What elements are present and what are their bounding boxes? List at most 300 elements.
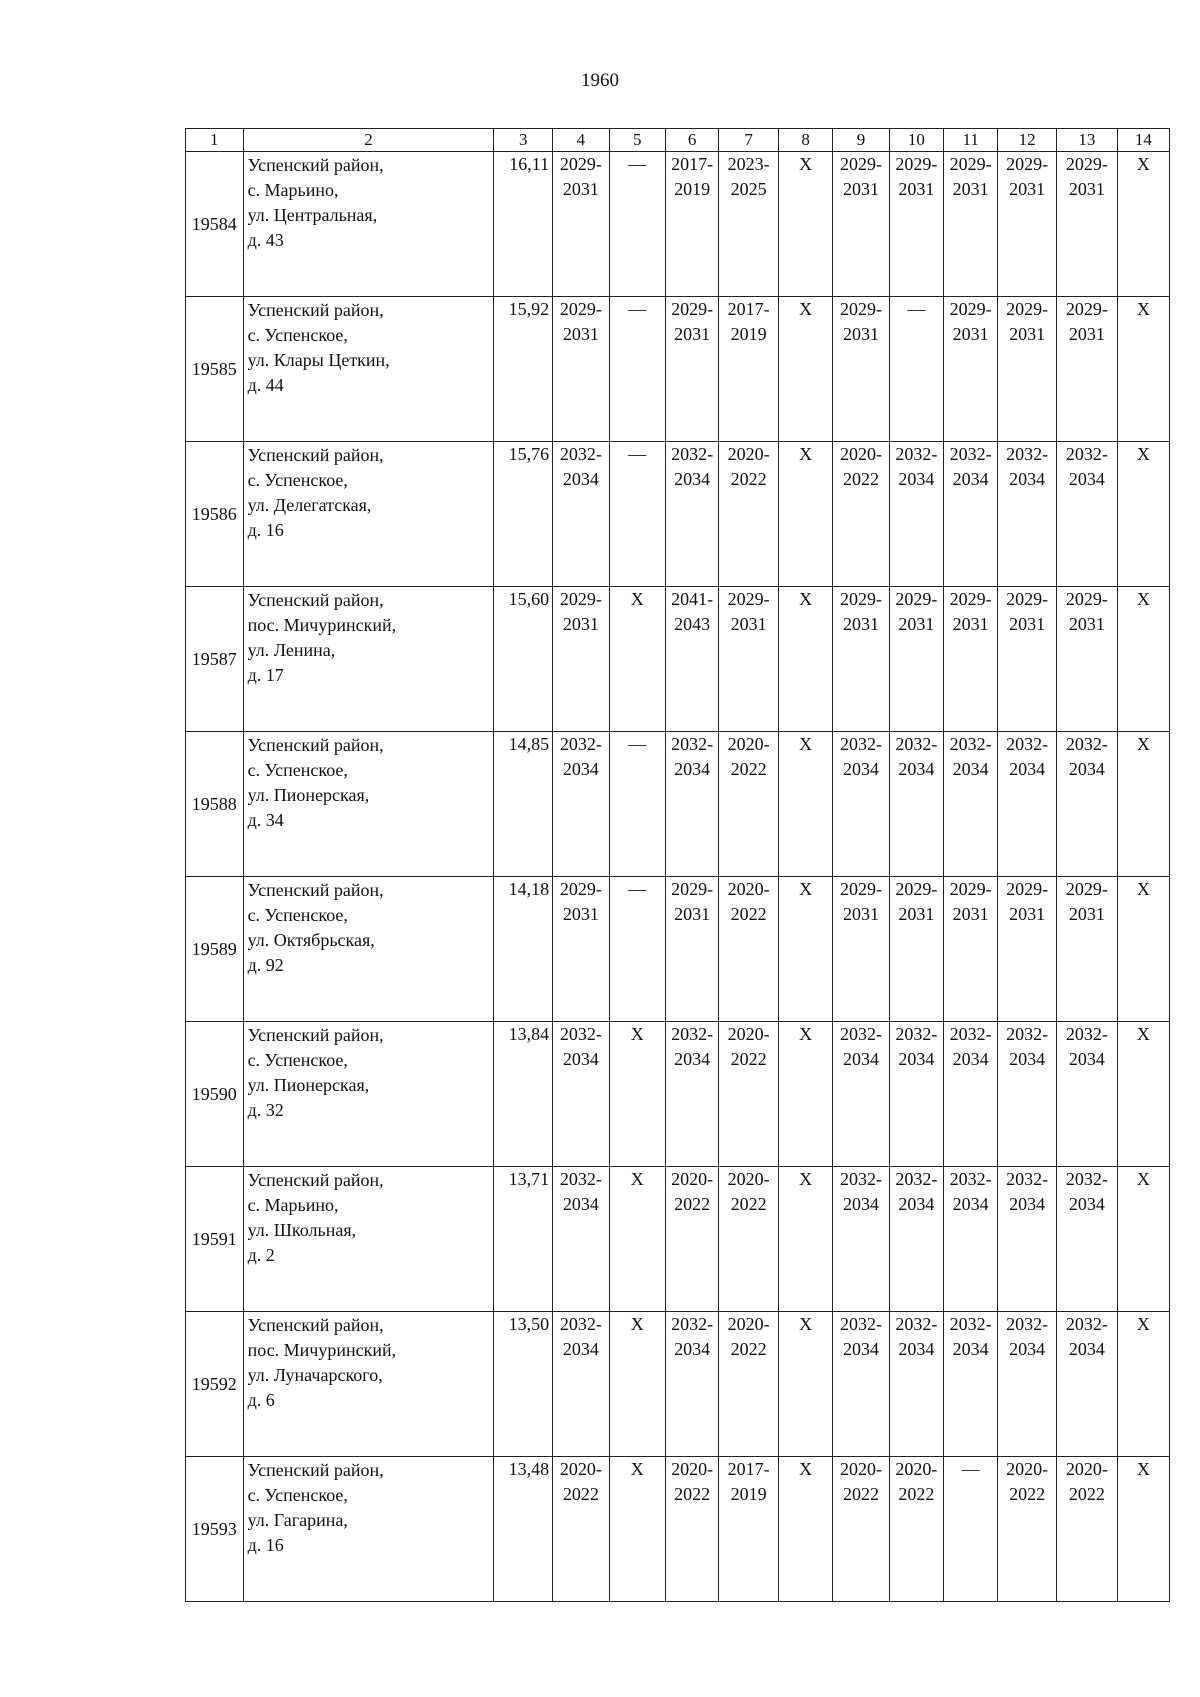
row-number: 19592 (186, 1312, 244, 1457)
column-header-14: 14 (1117, 129, 1169, 152)
year-end: 2034 (1068, 469, 1105, 489)
year-end: 2031 (674, 324, 711, 344)
year-range-cell (833, 1167, 889, 1312)
table-body (186, 152, 1170, 1602)
year-end: 2034 (562, 1194, 599, 1214)
year-start: 2032- (895, 1314, 938, 1334)
x-mark-cell: X (778, 297, 832, 442)
year-end: 2031 (1068, 614, 1105, 634)
x-mark-cell: X (1117, 732, 1169, 877)
address-line: пос. Мичуринский, (247, 615, 397, 635)
year-range-cell (944, 442, 998, 587)
year-end: 2031 (842, 324, 879, 344)
year-end: 2034 (1068, 1049, 1105, 1069)
column-header-5: 5 (609, 129, 665, 152)
year-end: 2034 (898, 759, 935, 779)
year-end: 2022 (730, 1339, 767, 1359)
year-range-cell (666, 1457, 719, 1602)
x-mark-cell: X (609, 587, 665, 732)
dash-cell: — (944, 1457, 998, 1602)
year-start: 2032- (559, 1169, 602, 1189)
year-range-cell (553, 1022, 609, 1167)
year-range-cell (833, 877, 889, 1022)
year-start: 2032- (839, 1024, 882, 1044)
year-range-cell (944, 152, 998, 297)
column-header-9: 9 (833, 129, 889, 152)
row-number: 19589 (186, 877, 244, 1022)
year-end: 2031 (898, 904, 935, 924)
year-range-cell (944, 1312, 998, 1457)
year-range-cell (666, 1312, 719, 1457)
address-line: Успенский район, (247, 1315, 384, 1335)
x-mark-cell: X (1117, 587, 1169, 732)
year-end: 2022 (1009, 1484, 1046, 1504)
year-range-cell (666, 442, 719, 587)
column-header-12: 12 (998, 129, 1057, 152)
year-end: 2034 (842, 1339, 879, 1359)
address-cell (243, 1457, 494, 1602)
year-end: 2031 (562, 904, 599, 924)
year-range-cell (889, 1312, 943, 1457)
address-line: с. Успенское, (247, 760, 348, 780)
year-range-cell (998, 442, 1057, 587)
x-mark-cell: X (1117, 1167, 1169, 1312)
year-start: 2020- (839, 444, 882, 464)
year-start: 2032- (559, 1024, 602, 1044)
year-end: 2022 (730, 1194, 767, 1214)
year-start: 2032- (1006, 1169, 1049, 1189)
year-range-cell (553, 1312, 609, 1457)
year-start: 2020- (1006, 1459, 1049, 1479)
year-range-cell (944, 1167, 998, 1312)
column-header-7: 7 (719, 129, 779, 152)
year-end: 2031 (1009, 179, 1046, 199)
year-end: 2034 (842, 1049, 879, 1069)
address-cell (243, 1167, 494, 1312)
year-start: 2032- (1006, 734, 1049, 754)
x-mark-cell: X (778, 877, 832, 1022)
year-end: 2031 (1009, 904, 1046, 924)
address-line: д. 44 (247, 375, 284, 395)
year-range-cell (889, 877, 943, 1022)
dash-cell: — (609, 152, 665, 297)
year-end: 2031 (952, 904, 989, 924)
address-cell (243, 587, 494, 732)
year-start: 2020- (727, 444, 770, 464)
year-end: 2034 (842, 1194, 879, 1214)
year-range-cell (998, 732, 1057, 877)
year-start: 2032- (895, 734, 938, 754)
year-end: 2034 (898, 1049, 935, 1069)
table-row (186, 587, 1170, 732)
year-start: 2029- (895, 589, 938, 609)
year-range-cell (553, 877, 609, 1022)
year-range-cell (889, 732, 943, 877)
x-mark-cell: X (609, 1167, 665, 1312)
address-line: с. Успенское, (247, 905, 348, 925)
year-start: 2032- (949, 444, 992, 464)
year-range-cell (889, 152, 943, 297)
row-number: 19588 (186, 732, 244, 877)
x-mark-cell: X (778, 1457, 832, 1602)
x-mark-cell: X (1117, 442, 1169, 587)
year-range-cell (998, 1312, 1057, 1457)
row-number: 19586 (186, 442, 244, 587)
year-start: 2020- (727, 1169, 770, 1189)
year-range-cell (1056, 587, 1117, 732)
year-end: 2022 (898, 1484, 935, 1504)
address-cell (243, 877, 494, 1022)
year-start: 2032- (839, 734, 882, 754)
year-start: 2017- (671, 154, 714, 174)
x-mark-cell: X (1117, 1457, 1169, 1602)
year-range-cell (833, 297, 889, 442)
year-start: 2032- (671, 1314, 714, 1334)
year-end: 2031 (674, 904, 711, 924)
year-end: 2022 (842, 1484, 879, 1504)
year-start: 2032- (1006, 1024, 1049, 1044)
x-mark-cell: X (1117, 1312, 1169, 1457)
address-cell (243, 442, 494, 587)
year-range-cell (998, 1167, 1057, 1312)
year-end: 2034 (1009, 469, 1046, 489)
row-number: 19593 (186, 1457, 244, 1602)
year-range-cell (553, 297, 609, 442)
address-line: с. Успенское, (247, 325, 348, 345)
year-start: 2020- (671, 1459, 714, 1479)
year-start: 2029- (1065, 299, 1108, 319)
column-header-6: 6 (666, 129, 719, 152)
address-line: пос. Мичуринский, (247, 1340, 397, 1360)
year-range-cell (944, 1022, 998, 1167)
year-start: 2029- (671, 879, 714, 899)
year-end: 2031 (562, 324, 599, 344)
year-range-cell (889, 1022, 943, 1167)
year-range-cell (666, 1167, 719, 1312)
year-range-cell (553, 152, 609, 297)
year-range-cell (944, 587, 998, 732)
year-end: 2019 (674, 179, 711, 199)
address-cell (243, 732, 494, 877)
year-start: 2032- (1065, 444, 1108, 464)
year-start: 2029- (895, 154, 938, 174)
year-start: 2032- (559, 1314, 602, 1334)
year-end: 2025 (730, 179, 767, 199)
address-line: Успенский район, (247, 1025, 384, 1045)
x-mark-cell: X (778, 732, 832, 877)
year-start: 2020- (727, 1314, 770, 1334)
x-mark-cell: X (778, 1167, 832, 1312)
year-end: 2031 (1009, 614, 1046, 634)
column-header-4: 4 (553, 129, 609, 152)
year-range-cell (666, 297, 719, 442)
year-start: 2029- (1006, 154, 1049, 174)
year-end: 2031 (842, 614, 879, 634)
year-range-cell (833, 732, 889, 877)
year-start: 2029- (1006, 589, 1049, 609)
x-mark-cell: X (778, 1022, 832, 1167)
year-start: 2029- (839, 154, 882, 174)
year-range-cell (1056, 1312, 1117, 1457)
year-range-cell (719, 152, 779, 297)
address-line: Успенский район, (247, 590, 384, 610)
address-line: Успенский район, (247, 735, 384, 755)
year-start: 2029- (949, 154, 992, 174)
year-end: 2022 (674, 1484, 711, 1504)
year-start: 2032- (949, 734, 992, 754)
year-range-cell (998, 152, 1057, 297)
year-end: 2034 (674, 469, 711, 489)
column-header-13: 13 (1056, 129, 1117, 152)
year-start: 2029- (727, 589, 770, 609)
year-start: 2017- (727, 299, 770, 319)
dash-cell: — (609, 732, 665, 877)
year-range-cell (833, 1022, 889, 1167)
year-end: 2022 (730, 469, 767, 489)
year-end: 2034 (952, 1194, 989, 1214)
address-line: ул. Центральная, (247, 205, 378, 225)
year-end: 2034 (1068, 759, 1105, 779)
year-end: 2034 (1009, 1339, 1046, 1359)
year-end: 2034 (562, 1339, 599, 1359)
year-end: 2022 (842, 469, 879, 489)
year-range-cell (889, 587, 943, 732)
area-cell: 14,18 (494, 877, 553, 1022)
year-start: 2032- (895, 1169, 938, 1189)
address-line: ул. Луначарского, (247, 1365, 383, 1385)
year-end: 2034 (1009, 1194, 1046, 1214)
year-start: 2041- (671, 589, 714, 609)
address-line: с. Успенское, (247, 470, 348, 490)
year-start: 2029- (559, 879, 602, 899)
year-end: 2022 (730, 759, 767, 779)
year-end: 2019 (730, 1484, 767, 1504)
year-start: 2029- (1006, 879, 1049, 899)
year-end: 2022 (1068, 1484, 1105, 1504)
year-end: 2034 (1068, 1194, 1105, 1214)
address-line: Успенский район, (247, 1170, 384, 1190)
year-range-cell (553, 442, 609, 587)
year-range-cell (719, 587, 779, 732)
year-end: 2034 (842, 759, 879, 779)
area-cell: 13,48 (494, 1457, 553, 1602)
address-line: ул. Школьная, (247, 1220, 357, 1240)
year-range-cell (719, 1312, 779, 1457)
address-line: д. 43 (247, 230, 284, 250)
year-end: 2034 (1068, 1339, 1105, 1359)
address-cell (243, 297, 494, 442)
year-end: 2031 (1068, 904, 1105, 924)
year-start: 2032- (559, 734, 602, 754)
year-start: 2020- (1065, 1459, 1108, 1479)
column-header-11: 11 (944, 129, 998, 152)
address-cell (243, 1312, 494, 1457)
year-range-cell (998, 1022, 1057, 1167)
year-start: 2029- (839, 589, 882, 609)
year-start: 2032- (559, 444, 602, 464)
column-header-2: 2 (243, 129, 494, 152)
year-end: 2034 (1009, 1049, 1046, 1069)
year-end: 2022 (730, 904, 767, 924)
year-start: 2032- (1065, 734, 1108, 754)
year-range-cell (833, 1457, 889, 1602)
address-line: Успенский район, (247, 300, 384, 320)
year-range-cell (833, 1312, 889, 1457)
area-cell: 14,85 (494, 732, 553, 877)
year-end: 2034 (952, 1049, 989, 1069)
table-row (186, 877, 1170, 1022)
year-end: 2031 (952, 179, 989, 199)
column-header-1: 1 (186, 129, 244, 152)
year-range-cell (944, 297, 998, 442)
address-line: д. 92 (247, 955, 284, 975)
year-range-cell (889, 442, 943, 587)
year-start: 2032- (671, 444, 714, 464)
year-start: 2029- (1065, 879, 1108, 899)
year-end: 2034 (1009, 759, 1046, 779)
year-start: 2029- (949, 299, 992, 319)
year-start: 2032- (839, 1169, 882, 1189)
address-line: Успенский район, (247, 1460, 384, 1480)
year-range-cell (833, 587, 889, 732)
year-range-cell (998, 587, 1057, 732)
year-end: 2034 (562, 759, 599, 779)
year-start: 2020- (895, 1459, 938, 1479)
area-cell: 15,92 (494, 297, 553, 442)
year-start: 2029- (949, 589, 992, 609)
year-range-cell (553, 1457, 609, 1602)
year-end: 2031 (1068, 179, 1105, 199)
year-end: 2034 (562, 469, 599, 489)
year-start: 2020- (727, 879, 770, 899)
column-header-10: 10 (889, 129, 943, 152)
year-range-cell (719, 877, 779, 1022)
year-start: 2029- (671, 299, 714, 319)
year-end: 2022 (674, 1194, 711, 1214)
year-start: 2032- (671, 1024, 714, 1044)
register-table (185, 128, 1170, 1602)
x-mark-cell: X (1117, 152, 1169, 297)
address-cell (243, 152, 494, 297)
year-end: 2022 (562, 1484, 599, 1504)
year-start: 2029- (839, 299, 882, 319)
year-range-cell (1056, 877, 1117, 1022)
year-range-cell (944, 877, 998, 1022)
address-line: ул. Пионерская, (247, 785, 370, 805)
year-range-cell (998, 1457, 1057, 1602)
year-range-cell (719, 732, 779, 877)
address-line: д. 34 (247, 810, 284, 830)
year-start: 2020- (727, 734, 770, 754)
address-line: Успенский район, (247, 880, 384, 900)
row-number: 19590 (186, 1022, 244, 1167)
address-line: д. 17 (247, 665, 284, 685)
year-range-cell (998, 877, 1057, 1022)
year-end: 2034 (952, 759, 989, 779)
area-cell: 16,11 (494, 152, 553, 297)
dash-cell: — (609, 877, 665, 1022)
year-range-cell (1056, 1022, 1117, 1167)
year-range-cell (553, 732, 609, 877)
year-range-cell (1056, 442, 1117, 587)
row-number: 19587 (186, 587, 244, 732)
x-mark-cell: X (1117, 1022, 1169, 1167)
year-start: 2023- (727, 154, 770, 174)
dash-cell: — (889, 297, 943, 442)
year-start: 2032- (1065, 1314, 1108, 1334)
year-end: 2034 (898, 1339, 935, 1359)
year-end: 2031 (730, 614, 767, 634)
address-line: д. 32 (247, 1100, 284, 1120)
year-start: 2032- (895, 444, 938, 464)
x-mark-cell: X (609, 1022, 665, 1167)
x-mark-cell: X (778, 442, 832, 587)
year-range-cell (553, 1167, 609, 1312)
year-start: 2032- (895, 1024, 938, 1044)
year-end: 2031 (562, 179, 599, 199)
year-end: 2034 (952, 469, 989, 489)
year-start: 2029- (559, 154, 602, 174)
address-line: Успенский район, (247, 445, 384, 465)
address-line: ул. Гагарина, (247, 1510, 348, 1530)
year-range-cell (1056, 297, 1117, 442)
year-end: 2034 (674, 1049, 711, 1069)
year-range-cell (553, 587, 609, 732)
year-start: 2032- (1006, 444, 1049, 464)
area-cell: 13,71 (494, 1167, 553, 1312)
year-start: 2032- (949, 1314, 992, 1334)
table-row (186, 1167, 1170, 1312)
table-row (186, 297, 1170, 442)
address-line: ул. Октябрьская, (247, 930, 375, 950)
address-line: с. Успенское, (247, 1485, 348, 1505)
year-range-cell (1056, 1457, 1117, 1602)
address-line: д. 16 (247, 520, 284, 540)
year-start: 2029- (895, 879, 938, 899)
year-range-cell (666, 1022, 719, 1167)
year-end: 2034 (952, 1339, 989, 1359)
row-number: 19584 (186, 152, 244, 297)
x-mark-cell: X (778, 1312, 832, 1457)
year-start: 2032- (1006, 1314, 1049, 1334)
table-row (186, 1312, 1170, 1457)
year-range-cell (998, 297, 1057, 442)
area-cell: 15,60 (494, 587, 553, 732)
year-start: 2029- (949, 879, 992, 899)
year-start: 2032- (671, 734, 714, 754)
year-start: 2017- (727, 1459, 770, 1479)
address-cell (243, 1022, 494, 1167)
year-end: 2034 (898, 1194, 935, 1214)
x-mark-cell: X (609, 1457, 665, 1602)
year-start: 2020- (671, 1169, 714, 1189)
address-line: д. 16 (247, 1535, 284, 1555)
year-range-cell (719, 297, 779, 442)
year-range-cell (889, 1457, 943, 1602)
address-line: ул. Делегатская, (247, 495, 372, 515)
year-end: 2031 (842, 179, 879, 199)
dash-cell: — (609, 297, 665, 442)
year-range-cell (1056, 1167, 1117, 1312)
address-line: ул. Клары Цеткин, (247, 350, 390, 370)
address-line: с. Успенское, (247, 1050, 348, 1070)
address-line: с. Марьино, (247, 1195, 339, 1215)
year-end: 2022 (730, 1049, 767, 1069)
row-number: 19585 (186, 297, 244, 442)
year-range-cell (833, 152, 889, 297)
address-line: ул. Ленина, (247, 640, 336, 660)
year-start: 2032- (1065, 1024, 1108, 1044)
